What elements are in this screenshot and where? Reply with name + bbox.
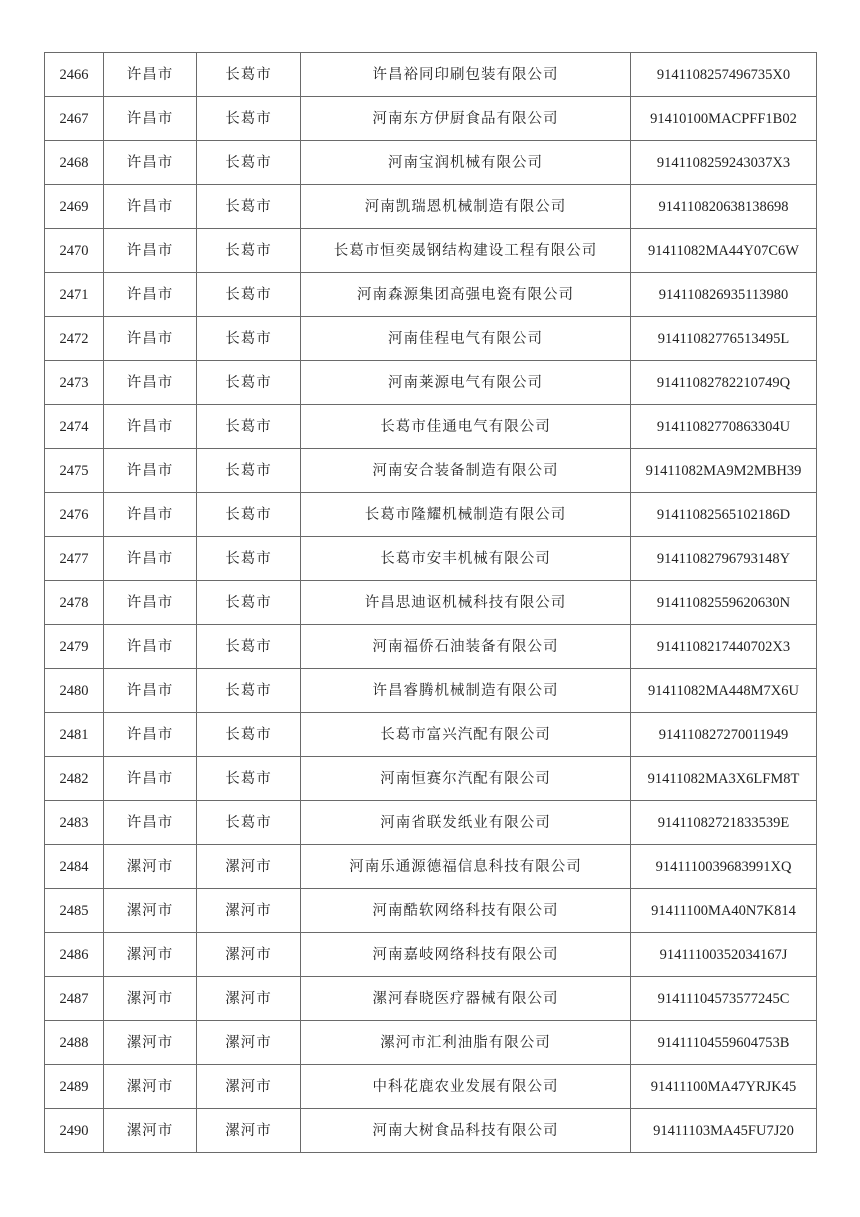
row-company-name: 河南安合装备制造有限公司: [301, 449, 631, 493]
row-credit-code: 9141108217440702X3: [631, 625, 817, 669]
row-city: 漯河市: [104, 1021, 197, 1065]
row-city: 许昌市: [104, 493, 197, 537]
row-credit-code: 9141110039683991XQ: [631, 845, 817, 889]
row-company-name: 河南宝润机械有限公司: [301, 141, 631, 185]
row-city: 许昌市: [104, 449, 197, 493]
row-company-name: 河南乐通源德福信息科技有限公司: [301, 845, 631, 889]
row-index: 2468: [45, 141, 104, 185]
row-city: 许昌市: [104, 229, 197, 273]
row-credit-code: 91411103MA45FU7J20: [631, 1109, 817, 1153]
row-credit-code: 91411082776513495L: [631, 317, 817, 361]
row-index: 2485: [45, 889, 104, 933]
row-city: 漯河市: [104, 1109, 197, 1153]
row-city: 许昌市: [104, 185, 197, 229]
row-credit-code: 91411082MA9M2MBH39: [631, 449, 817, 493]
row-company-name: 漯河市汇利油脂有限公司: [301, 1021, 631, 1065]
row-index: 2469: [45, 185, 104, 229]
row-city: 漯河市: [104, 889, 197, 933]
row-credit-code: 91411104573577245C: [631, 977, 817, 1021]
row-index: 2478: [45, 581, 104, 625]
row-company-name: 河南大树食品科技有限公司: [301, 1109, 631, 1153]
row-county: 长葛市: [197, 273, 301, 317]
row-county: 漯河市: [197, 845, 301, 889]
row-city: 漯河市: [104, 933, 197, 977]
row-city: 许昌市: [104, 757, 197, 801]
row-city: 许昌市: [104, 97, 197, 141]
row-county: 长葛市: [197, 361, 301, 405]
row-city: 许昌市: [104, 273, 197, 317]
table-row: [45, 1021, 817, 1065]
row-credit-code: 91411082796793148Y: [631, 537, 817, 581]
table-row: [45, 141, 817, 185]
row-credit-code: 91411100MA47YRJK45: [631, 1065, 817, 1109]
row-county: 漯河市: [197, 1109, 301, 1153]
row-city: 许昌市: [104, 801, 197, 845]
row-city: 漯河市: [104, 977, 197, 1021]
row-index: 2472: [45, 317, 104, 361]
row-city: 许昌市: [104, 625, 197, 669]
row-credit-code: 914110820638138698: [631, 185, 817, 229]
row-credit-code: 914110827270011949: [631, 713, 817, 757]
row-city: 许昌市: [104, 537, 197, 581]
table-row: [45, 229, 817, 273]
row-city: 许昌市: [104, 361, 197, 405]
row-company-name: 长葛市富兴汽配有限公司: [301, 713, 631, 757]
table-row: [45, 185, 817, 229]
table-row: [45, 625, 817, 669]
row-county: 长葛市: [197, 405, 301, 449]
row-index: 2490: [45, 1109, 104, 1153]
row-credit-code: 914110826935113980: [631, 273, 817, 317]
table-row: [45, 889, 817, 933]
row-credit-code: 91411082721833539E: [631, 801, 817, 845]
row-company-name: 许昌裕同印刷包装有限公司: [301, 53, 631, 97]
table-row: [45, 669, 817, 713]
row-county: 长葛市: [197, 581, 301, 625]
row-county: 漯河市: [197, 889, 301, 933]
row-index: 2487: [45, 977, 104, 1021]
row-company-name: 河南福侨石油装备有限公司: [301, 625, 631, 669]
row-company-name: 河南酷软网络科技有限公司: [301, 889, 631, 933]
table-row: [45, 1109, 817, 1153]
row-index: 2488: [45, 1021, 104, 1065]
row-company-name: 河南莱源电气有限公司: [301, 361, 631, 405]
row-index: 2486: [45, 933, 104, 977]
table-row: [45, 97, 817, 141]
row-credit-code: 9141108259243037X3: [631, 141, 817, 185]
row-index: 2470: [45, 229, 104, 273]
row-credit-code: 91411100352034167J: [631, 933, 817, 977]
table-row: [45, 713, 817, 757]
row-company-name: 河南东方伊厨食品有限公司: [301, 97, 631, 141]
row-city: 许昌市: [104, 53, 197, 97]
row-index: 2477: [45, 537, 104, 581]
row-company-name: 中科花鹿农业发展有限公司: [301, 1065, 631, 1109]
row-index: 2481: [45, 713, 104, 757]
row-credit-code: 91411082565102186D: [631, 493, 817, 537]
row-county: 长葛市: [197, 53, 301, 97]
row-company-name: 河南省联发纸业有限公司: [301, 801, 631, 845]
row-credit-code: 91411082559620630N: [631, 581, 817, 625]
row-city: 许昌市: [104, 713, 197, 757]
row-credit-code: 91411082MA3X6LFM8T: [631, 757, 817, 801]
row-index: 2479: [45, 625, 104, 669]
row-county: 漯河市: [197, 933, 301, 977]
row-city: 许昌市: [104, 581, 197, 625]
row-index: 2474: [45, 405, 104, 449]
table-row: [45, 537, 817, 581]
table-row: [45, 933, 817, 977]
row-index: 2476: [45, 493, 104, 537]
row-county: 长葛市: [197, 229, 301, 273]
row-county: 长葛市: [197, 97, 301, 141]
row-company-name: 许昌睿腾机械制造有限公司: [301, 669, 631, 713]
table-row: [45, 361, 817, 405]
table-row: [45, 317, 817, 361]
table-row: [45, 449, 817, 493]
row-credit-code: 91411082770863304U: [631, 405, 817, 449]
row-company-name: 河南嘉岐网络科技有限公司: [301, 933, 631, 977]
row-county: 长葛市: [197, 317, 301, 361]
row-index: 2483: [45, 801, 104, 845]
row-county: 长葛市: [197, 537, 301, 581]
row-company-name: 河南佳程电气有限公司: [301, 317, 631, 361]
row-index: 2473: [45, 361, 104, 405]
row-county: 长葛市: [197, 141, 301, 185]
row-county: 长葛市: [197, 801, 301, 845]
row-county: 长葛市: [197, 449, 301, 493]
table-row: [45, 405, 817, 449]
row-credit-code: 91411104559604753B: [631, 1021, 817, 1065]
row-city: 许昌市: [104, 405, 197, 449]
row-credit-code: 9141108257496735X0: [631, 53, 817, 97]
table-row: [45, 1065, 817, 1109]
table-row: [45, 53, 817, 97]
table-row: [45, 273, 817, 317]
row-county: 漯河市: [197, 1065, 301, 1109]
row-county: 漯河市: [197, 977, 301, 1021]
row-company-name: 长葛市佳通电气有限公司: [301, 405, 631, 449]
row-company-name: 长葛市隆耀机械制造有限公司: [301, 493, 631, 537]
table-row: [45, 581, 817, 625]
row-county: 长葛市: [197, 493, 301, 537]
row-index: 2466: [45, 53, 104, 97]
row-company-name: 长葛市安丰机械有限公司: [301, 537, 631, 581]
row-city: 许昌市: [104, 669, 197, 713]
row-county: 长葛市: [197, 669, 301, 713]
table-row: [45, 801, 817, 845]
row-index: 2484: [45, 845, 104, 889]
row-index: 2471: [45, 273, 104, 317]
row-index: 2489: [45, 1065, 104, 1109]
row-credit-code: 91411082MA44Y07C6W: [631, 229, 817, 273]
table-row: [45, 977, 817, 1021]
table-row: [45, 493, 817, 537]
row-company-name: 漯河春晓医疗器械有限公司: [301, 977, 631, 1021]
row-index: 2480: [45, 669, 104, 713]
row-company-name: 河南凯瑞恩机械制造有限公司: [301, 185, 631, 229]
row-index: 2475: [45, 449, 104, 493]
row-city: 漯河市: [104, 1065, 197, 1109]
table-row: [45, 757, 817, 801]
row-county: 长葛市: [197, 625, 301, 669]
row-company-name: 河南恒赛尔汽配有限公司: [301, 757, 631, 801]
row-index: 2467: [45, 97, 104, 141]
row-city: 漯河市: [104, 845, 197, 889]
row-credit-code: 91411100MA40N7K814: [631, 889, 817, 933]
row-county: 长葛市: [197, 713, 301, 757]
row-credit-code: 91411082MA448M7X6U: [631, 669, 817, 713]
row-county: 长葛市: [197, 185, 301, 229]
row-company-name: 许昌思迪讴机械科技有限公司: [301, 581, 631, 625]
row-county: 长葛市: [197, 757, 301, 801]
row-city: 许昌市: [104, 141, 197, 185]
row-company-name: 长葛市恒奕晟钢结构建设工程有限公司: [301, 229, 631, 273]
row-index: 2482: [45, 757, 104, 801]
row-city: 许昌市: [104, 317, 197, 361]
row-county: 漯河市: [197, 1021, 301, 1065]
table-row: [45, 845, 817, 889]
row-company-name: 河南森源集团高强电瓷有限公司: [301, 273, 631, 317]
row-credit-code: 91411082782210749Q: [631, 361, 817, 405]
row-credit-code: 91410100MACPFF1B02: [631, 97, 817, 141]
enterprise-registry-table: [44, 52, 817, 1153]
